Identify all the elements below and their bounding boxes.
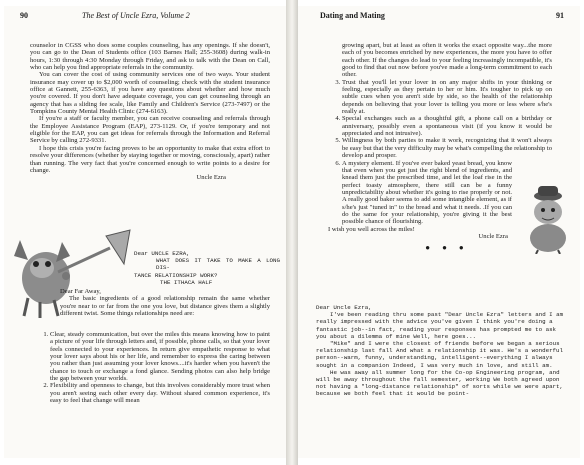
paragraph: If you're a staff or faculty member, you can receive counseling and referrals through the Employee Assistance Program (EAP), 273-1129. Or, if you're temporary and not eligible for the EAP, you can get ideas for referrals through the Information and Referral Service by calling 272-9331. — [30, 115, 270, 145]
paragraph: counselor in CGSS who does some couples counseling, has any openings. If she doesn't, you can go to the Dean of Students office (103 Barnes Hall; 255-3608) during walk-in hours, 1:30 through 4:30 Monday through Friday, and ask to talk with the Dean on Call, who can help you find appropriate referrals in the community. — [30, 42, 270, 72]
page-number: 91 — [556, 11, 564, 20]
list-continuation: growing apart, but at least as often it works the exact opposite way...the more each of you becomes enriched by new experiences, the more you have to offer each other. If the changes do lead to your feeling increasingly incompatible, it's good to find that out now before you've made a long-term commitment to each other. — [342, 42, 552, 79]
left-list — [30, 331, 270, 404]
paragraph: You can cover the cost of using community services one of two ways. Your student insurance may cover up to $2,000 worth of counseling; check with the student insurance office at Gannett, 255-6363, if you have any questions about whether and how much you're covered. If you don't have adequate coverage, you can get counseling through an agency that has a sliding fee scale, like Family and Children's Service (273-7497) or the Tompkins County Mental Health Clinic (274-6163). — [30, 71, 270, 116]
closing: I wish you well across the miles! — [328, 225, 415, 233]
paragraph: I hope this crisis you're facing proves to be an opportunity to make that extra effort to resolve your differences (whether by staying together or moving, consciously, apart) rather than running. The very fact that you're concerned enough to write points to a desire for change. — [30, 144, 270, 174]
character-hat-illustration — [520, 184, 578, 254]
section-separator: ● ● ● — [425, 243, 469, 253]
right-page — [298, 6, 580, 458]
running-head: The Best of Uncle Ezra, Volume 2 — [82, 11, 190, 20]
list-item: 6. A mystery element. If you've ever baked yeast bread, you know that even when you get just the right blend of ingredients, and knead them just the prescribed time, and let the loaf rise in the perfect toasty atmosphere, there still can be a funny unpredictability about whether it's going to rise properly or not. A really good baker seems to add some intangible element, as if s/he's just "tuned in" to the bread and what it needs. .If you can do the same for your relationship, you're giving it the best possible chance of flourishing. — [342, 160, 552, 226]
list-item: 3. Trust that you'll let your lover in on any major shifts in your thinking or feeling, especially as they pertain to her or him. It's tougher to pick up on subtle cues when you aren't side by side, so the health of the relationship depends on believing that your lover is telling you more or less where s/he's really at. — [342, 79, 552, 116]
letter-line: WHAT DOES IT TAKE TO MAKE A LONG DIS- — [156, 257, 280, 272]
paragraph: The basic ingredients of a good relationship remain the same whether you're near to or far from the one you love, but distance gives them a slightly different twist. Some things relationships need are: — [60, 295, 270, 318]
letter-salutation: Dear Uncle Ezra, — [316, 304, 372, 311]
left-page — [4, 6, 286, 458]
letter-signature: THE ITHACA HALF — [160, 278, 213, 286]
letter-line: TANCE RELATIONSHIP WORK? — [134, 271, 218, 279]
reader-letter — [134, 250, 280, 286]
list-item: 5. Willingness by both parties to make it work, recognizing that it won't always be easy but that the very difficulty may be what's compelling the relationship to develop and prosper. — [342, 137, 552, 159]
letter-paragraph: "Mike" and I were the closest of friends before we began a serious relationship last fall And what a relationship it was. He's a wonderful person--warm, funny, understanding, intelligent--everything I always sought in a companion Indeed, I was very much in love, and still am. — [316, 340, 563, 369]
list-item: 1. Clear, steady communication, but over the miles this means knowing how to paint a picture of your life through letters and, if possible, phone calls, so that your lover feels connected to your experiences. In return give empathetic response to what your lover says about his or her life, and remember to express the caring between you rather than just assuming your lover knows....it's harder when you haven't the chance to touch or exchange a fond glance. Sending photos can also help bridge the gap between your worlds. — [50, 331, 270, 382]
list-item: 2. Flexibility and openness to change, but this involves considerably more trust when you aren't seeing each other every day. Without shared common experience, it's easy to feel that change will mean — [50, 382, 270, 404]
left-top-text — [30, 42, 270, 182]
signature: Uncle Ezra — [478, 232, 508, 240]
book-gutter — [286, 0, 298, 465]
signature: Uncle Ezra — [196, 174, 226, 182]
letter-line: Dear UNCLE EZRA, — [134, 250, 190, 257]
letter-paragraph: He was away all summer long for the Co-op Engineering program, and will be away throughout the fall semester, working We both agreed upon not having a "long-distance relationship" of sorts while we were apart, because we both feel that it would be point- — [316, 368, 563, 398]
list-item: 4. Special exchanges such as a thoughtful gift, a phone call on a birthday or anniversary, possibly even a spontaneous visit (if you know it would be appreciated and not intrusive). — [342, 115, 552, 137]
running-head: Dating and Mating — [320, 11, 385, 20]
page-number: 90 — [20, 11, 28, 20]
salutation: Dear Far Away, — [60, 288, 101, 295]
letter-paragraph: I've been reading thru some past "Dear Uncle Ezra" letters and I am really impressed with the advice you've given I think you're doing a fantastic job--in fact, reading your responses has prompted me to ask you about a dilemma of mine Well, here goes... — [316, 311, 564, 340]
reply-intro — [60, 288, 270, 317]
reader-letter-2 — [316, 304, 568, 398]
